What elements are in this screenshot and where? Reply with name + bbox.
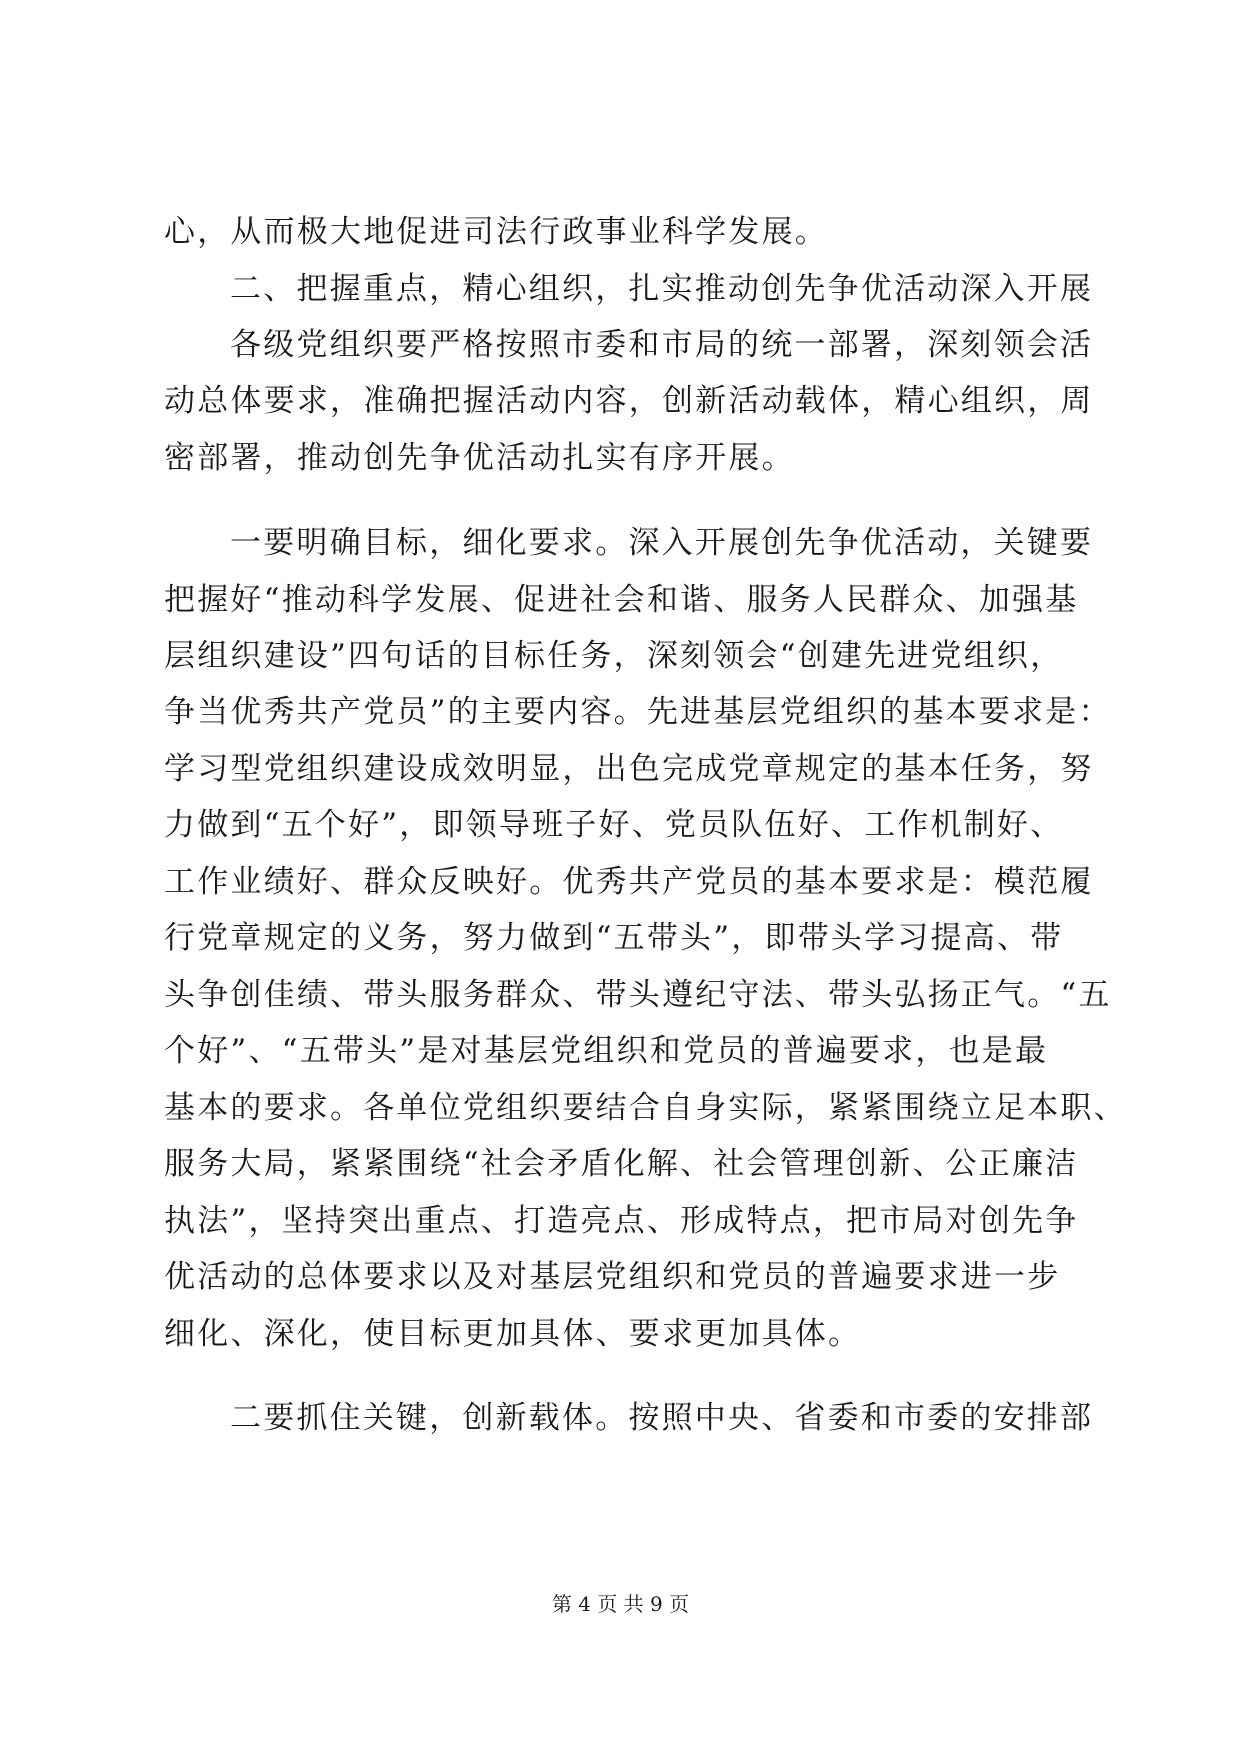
body-line: 各级党组织要严格按照市委和市局的统一部署，深刻领会活 [230,327,1094,363]
body-line: 执法”，坚持突出重点、打造亮点、形成特点，把市局对创先争 [164,1203,1079,1239]
body-line: 一要明确目标，细化要求。深入开展创先争优活动，关键要 [230,525,1094,561]
body-line: 二要抓住关键，创新载体。按照中央、省委和市委的安排部 [230,1400,1094,1436]
body-line: 争当优秀共产党员”的主要内容。先进基层党组织的基本要求是： [164,694,1112,730]
body-line: 基本的要求。各单位党组织要结合自身实际，紧紧围绕立足本职、 [164,1090,1127,1126]
body-line: 个好”、“五带头”是对基层党组织和党员的普遍要求，也是最 [164,1033,1049,1069]
body-line: 力做到“五个好”，即领导班子好、党员队伍好、工作机制好、 [164,807,1064,843]
body-line: 头争创佳绩、带头服务群众、带头遵纪守法、带头弘扬正气。“五 [164,977,1112,1013]
body-line: 行党章规定的义务，努力做到“五带头”，即带头学习提高、带 [164,920,1064,956]
body-line: 学习型党组织建设成效明显，出色完成党章规定的基本任务，努 [164,751,1094,787]
body-line: 服务大局，紧紧围绕“社会矛盾化解、社会管理创新、公正廉洁 [164,1146,1079,1182]
body-line: 层组织建设”四句话的目标任务，深刻领会“创建先进党组织， [164,638,1064,674]
section-heading: 二、把握重点，精心组织，扎实推动创先争优活动深入开展 [230,271,1094,307]
body-line: 密部署，推动创先争优活动扎实有序开展。 [164,440,795,476]
body-line: 工作业绩好、群众反映好。优秀共产党员的基本要求是：模范履 [164,864,1094,900]
body-line: 动总体要求，准确把握活动内容，创新活动载体，精心组织，周 [164,383,1094,419]
body-line: 心，从而极大地促进司法行政事业科学发展。 [164,214,828,250]
body-line: 把握好“推动科学发展、促进社会和谐、服务人民群众、加强基 [164,582,1079,618]
body-line: 优活动的总体要求以及对基层党组织和党员的普遍要求进一步 [164,1259,1061,1295]
page-number: 第 4 页 共 9 页 [551,1592,690,1616]
body-line: 细化、深化，使目标更加具体、要求更加具体。 [164,1316,862,1352]
